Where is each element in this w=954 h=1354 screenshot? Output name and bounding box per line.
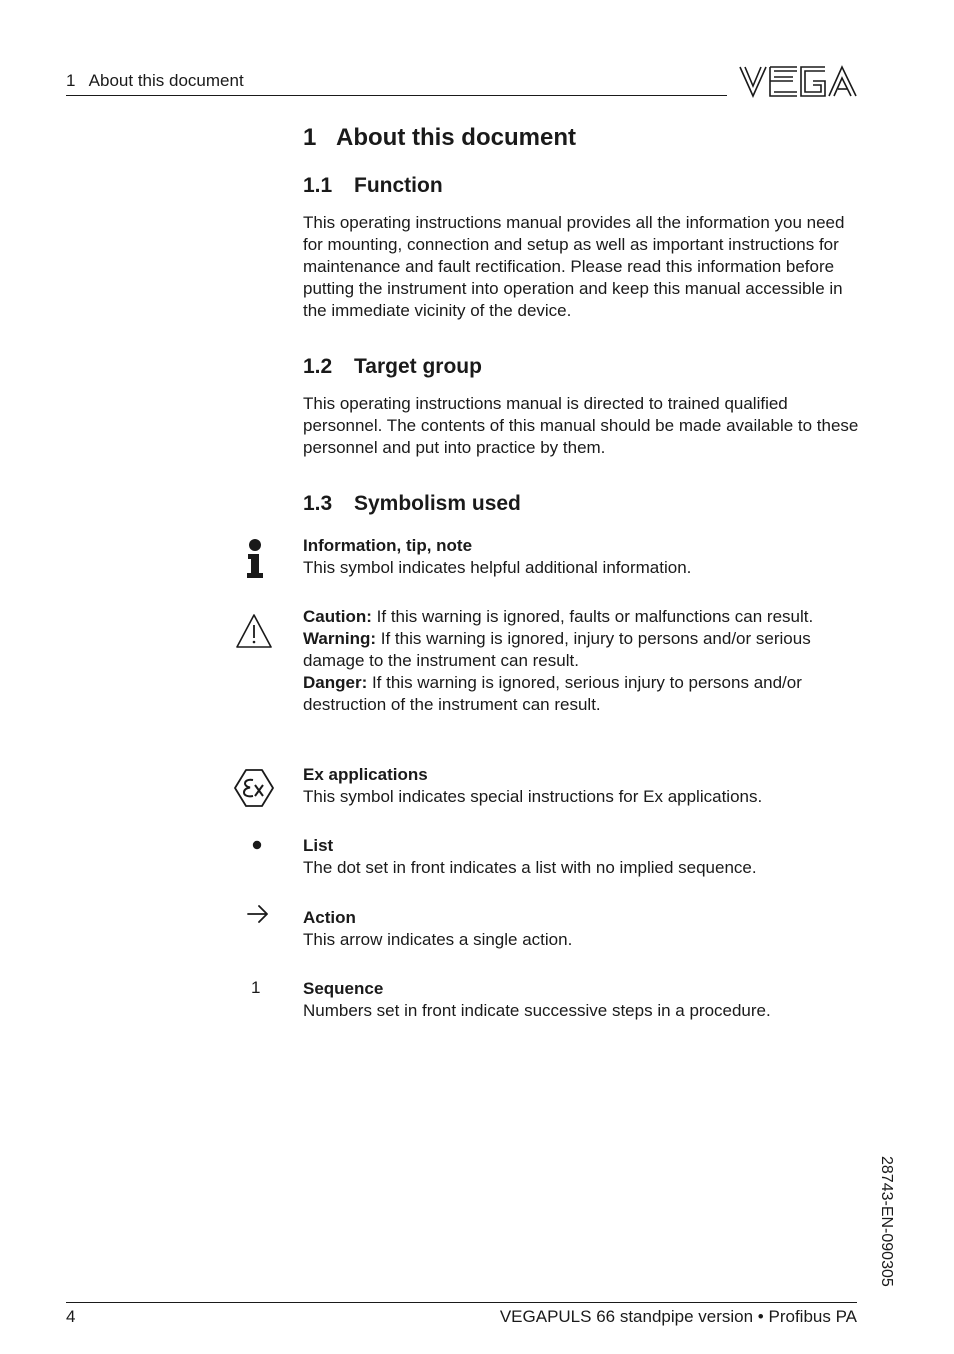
sequence-symbol-title: Sequence: [303, 979, 384, 998]
warning-text: If this warning is ignored, injury to persons and/or serious damage to the instrument can result.: [303, 629, 811, 670]
action-symbol-text: This arrow indicates a single action.: [303, 930, 573, 949]
list-symbol-description: [303, 835, 863, 879]
warning-symbol-description: [303, 606, 855, 716]
section-number: 1.1: [303, 174, 333, 197]
document-code: 28743-EN-090305: [878, 1156, 895, 1287]
caution-line: [303, 606, 855, 628]
info-icon: [244, 538, 266, 580]
action-symbol-description: [303, 907, 863, 951]
info-symbol-text: This symbol indicates helpful additional information.: [303, 558, 692, 577]
info-symbol-title: Information, tip, note: [303, 536, 473, 555]
list-symbol-text: The dot set in front indicates a list with no implied sequence.: [303, 858, 757, 877]
chapter-number: 1: [303, 124, 317, 151]
vega-logo-mark: [739, 65, 857, 98]
target-group-paragraph: This operating instructions manual is directed to trained qualified personnel. The contents of this manual should be made available to these personnel and put into practice by them.: [303, 394, 859, 457]
danger-label: Danger:: [303, 673, 368, 692]
page-number: 4: [66, 1307, 76, 1326]
section-title: Function: [354, 174, 443, 197]
warning-label: Warning:: [303, 629, 377, 648]
list-symbol-title: List: [303, 836, 334, 855]
footer-rule: [66, 1302, 857, 1303]
header-rule: [66, 95, 727, 96]
ex-symbol-text: This symbol indicates special instructions for Ex applications.: [303, 787, 763, 806]
arrow-right-icon: [246, 904, 270, 924]
sequence-number-marker: 1: [251, 978, 261, 997]
ex-symbol-title: Ex applications: [303, 765, 428, 784]
info-symbol-description: [303, 535, 863, 579]
action-symbol-title: Action: [303, 908, 356, 927]
section-heading-target-group: [303, 355, 482, 379]
ex-symbol-description: [303, 764, 863, 808]
sequence-symbol-description: [303, 978, 863, 1022]
warning-triangle-icon: [235, 612, 273, 650]
danger-line: [303, 672, 855, 716]
caution-label: Caution:: [303, 607, 372, 626]
section-title: Target group: [354, 355, 482, 378]
section-number: 1.3: [303, 492, 333, 515]
bullet-dot-icon: [252, 840, 262, 850]
danger-text: If this warning is ignored, serious injury to persons and/or destruction of the instrument can result.: [303, 673, 802, 714]
function-paragraph: This operating instructions manual provides all the information you need for mounting, connection and setup as well as important instructions for maintenance and fault rectification. Please read this information before putting the instrument into operation and keep this manual accessible in the immediate vicinity of the device.: [303, 213, 845, 320]
chapter-title: [303, 124, 576, 152]
ex-hexagon-icon: [234, 768, 274, 808]
section-heading-symbolism: [303, 492, 521, 516]
vega-logo: [739, 65, 857, 98]
footer-product-title: VEGAPULS 66 standpipe version • Profibus PA: [499, 1307, 857, 1326]
chapter-title-text: About this document: [336, 124, 576, 151]
section-heading-function: [303, 174, 443, 198]
caution-text: If this warning is ignored, faults or malfunctions can result.: [371, 607, 814, 626]
sequence-symbol-text: Numbers set in front indicate successive steps in a procedure.: [303, 1001, 771, 1020]
section-title: Symbolism used: [354, 492, 521, 515]
section-number: 1.2: [303, 355, 333, 378]
warning-line: [303, 628, 855, 672]
running-header: 1 About this document: [66, 71, 244, 90]
